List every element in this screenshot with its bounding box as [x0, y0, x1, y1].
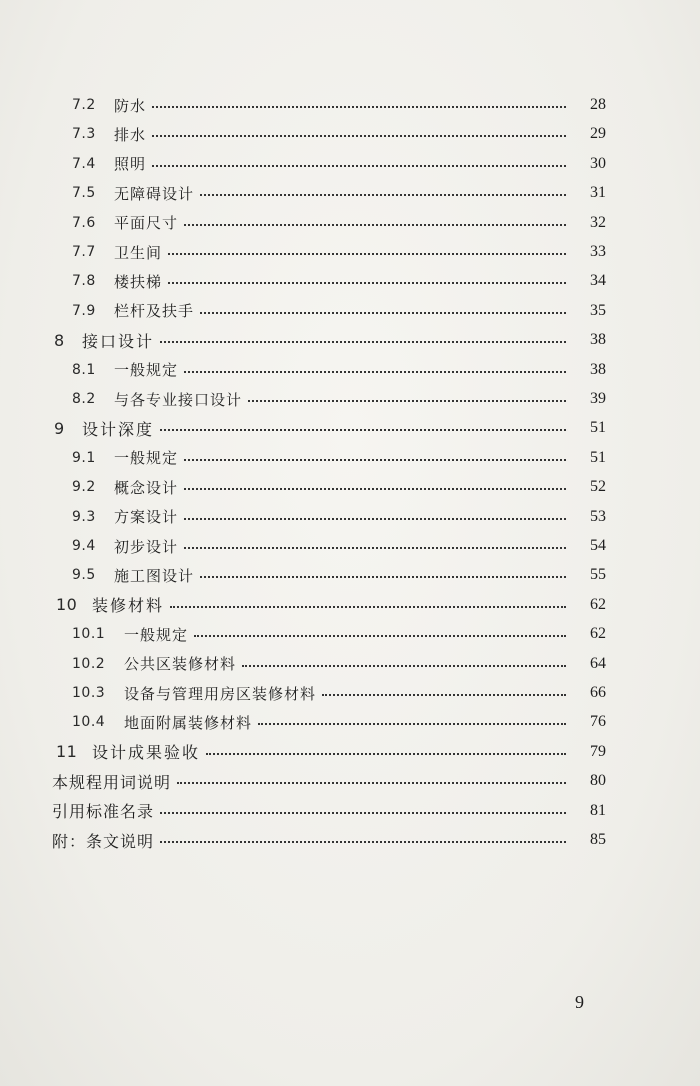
dot-leader [184, 518, 566, 520]
dot-leader [152, 165, 566, 167]
toc-entry[interactable] [0, 151, 700, 177]
toc-title: 一般规定 [114, 361, 179, 380]
toc-page-number: 51 [590, 419, 606, 437]
toc-title: 一般规定 [124, 625, 189, 644]
toc-entry[interactable] [0, 621, 700, 647]
toc-number: 9.4 [72, 538, 96, 554]
toc-page-number: 28 [590, 96, 606, 113]
toc-number: 8.1 [72, 361, 96, 378]
toc-title: 设备与管理用房区装修材料 [124, 684, 317, 703]
toc-entry[interactable] [0, 533, 700, 559]
toc-number: 7.6 [72, 214, 96, 231]
toc-title: 设计成果验收 [92, 743, 201, 763]
toc-page-number: 34 [590, 272, 606, 290]
toc-title: 本规程用词说明 [52, 772, 172, 792]
toc-page-number: 32 [590, 213, 606, 231]
toc-entry[interactable] [0, 180, 700, 206]
toc-number: 8 [54, 330, 65, 350]
toc-number: 10.2 [72, 655, 106, 672]
toc-number: 7.2 [72, 97, 96, 113]
toc-entry[interactable] [0, 210, 700, 236]
toc-number: 10.4 [72, 714, 106, 731]
toc-number: 7.7 [72, 244, 96, 260]
toc-entry[interactable] [0, 798, 700, 824]
toc-page-number: 38 [590, 360, 606, 378]
dot-leader [258, 723, 566, 725]
toc-title: 楼扶梯 [114, 272, 163, 291]
toc-number: 8.2 [72, 391, 96, 407]
toc-page-number: 51 [590, 448, 606, 466]
toc-title: 防水 [114, 96, 147, 115]
dot-leader [200, 194, 566, 196]
dot-leader [160, 429, 566, 431]
toc-page-number: 62 [590, 595, 606, 613]
dot-leader [168, 253, 566, 255]
dot-leader [177, 782, 566, 784]
toc-title: 设计深度 [82, 419, 155, 439]
toc-title: 接口设计 [82, 331, 155, 351]
toc-number: 10 [56, 595, 78, 615]
dot-leader [160, 812, 566, 814]
toc-entry[interactable] [0, 651, 700, 677]
toc-title: 一般规定 [114, 449, 179, 468]
toc-title: 地面附属装修材料 [124, 713, 253, 732]
toc-entry[interactable] [0, 327, 700, 353]
toc-entry[interactable] [0, 298, 700, 324]
dot-leader [194, 635, 566, 637]
dot-leader [184, 488, 566, 490]
toc-entry[interactable] [0, 504, 700, 530]
toc-number: 7.9 [72, 302, 96, 319]
toc-page-number: 66 [590, 684, 606, 701]
toc-page-number: 85 [590, 831, 606, 848]
toc-page-number: 35 [590, 301, 606, 319]
footer-page-number: 9 [575, 992, 584, 1012]
dot-leader [152, 135, 566, 137]
toc-page-number: 81 [590, 801, 606, 819]
toc-entry[interactable] [0, 92, 700, 118]
toc-page-number: 55 [590, 566, 606, 584]
toc-title: 照明 [114, 155, 147, 174]
toc-page-number: 80 [590, 772, 606, 790]
toc-number: 9.3 [72, 508, 96, 525]
dot-leader [160, 341, 566, 343]
toc-number: 10.1 [72, 626, 106, 643]
toc-entry[interactable] [0, 768, 700, 794]
dot-leader [200, 312, 566, 314]
dot-leader [200, 576, 566, 578]
toc-number: 10.3 [72, 685, 106, 701]
toc-page-number: 39 [590, 390, 606, 407]
toc-title: 卫生间 [114, 243, 163, 262]
toc-entry[interactable] [0, 239, 700, 265]
toc-number: 7.3 [72, 126, 96, 143]
toc-entry[interactable] [0, 739, 700, 765]
toc-page-number: 29 [590, 125, 606, 143]
toc-title: 装修材料 [92, 596, 165, 616]
toc-entry[interactable] [0, 445, 700, 471]
toc-entry[interactable] [0, 592, 700, 618]
toc-number: 7.4 [72, 155, 96, 172]
toc-page-number: 30 [590, 154, 606, 172]
dot-leader [184, 459, 566, 461]
dot-leader [242, 665, 566, 667]
toc-entry[interactable] [0, 709, 700, 735]
toc-title: 公共区装修材料 [124, 655, 237, 674]
toc-number: 9.1 [72, 449, 96, 466]
toc-entry[interactable] [0, 474, 700, 500]
toc-title: 概念设计 [114, 478, 179, 497]
toc-entry[interactable] [0, 680, 700, 706]
toc-page-number: 33 [590, 243, 606, 260]
toc-title: 施工图设计 [114, 566, 195, 585]
dot-leader [160, 841, 566, 843]
toc-entry[interactable] [0, 357, 700, 383]
toc-number: 9.2 [72, 479, 96, 496]
toc-title: 平面尺寸 [114, 214, 179, 233]
dot-leader [322, 694, 566, 696]
toc-number: 9 [54, 418, 65, 438]
dot-leader [184, 224, 566, 226]
toc-number: 9.5 [72, 567, 96, 584]
dot-leader [170, 606, 566, 608]
toc-page-number: 62 [590, 625, 606, 643]
toc-title: 排水 [114, 125, 147, 144]
toc-page-number: 76 [590, 713, 606, 731]
toc-title: 附：条文说明 [52, 831, 155, 851]
dot-leader [152, 106, 566, 108]
toc-title: 栏杆及扶手 [114, 302, 195, 321]
toc-page-number: 53 [590, 507, 606, 525]
dot-leader [184, 547, 566, 549]
toc-page-number: 31 [590, 184, 606, 202]
toc-page-number: 54 [590, 537, 606, 554]
toc-title: 与各专业接口设计 [114, 390, 243, 409]
dot-leader [168, 282, 566, 284]
toc-page-number: 52 [590, 478, 606, 496]
toc-entry[interactable] [0, 415, 700, 441]
dot-leader [184, 371, 566, 373]
toc-page-number: 38 [590, 331, 606, 349]
toc-title: 初步设计 [114, 537, 179, 556]
toc-page-number: 64 [590, 654, 606, 672]
toc-entry[interactable] [0, 562, 700, 588]
dot-leader [248, 400, 566, 402]
toc-entry[interactable] [0, 827, 700, 853]
toc-number: 7.5 [72, 185, 96, 202]
toc-title: 引用标准名录 [52, 802, 155, 822]
toc-title: 无障碍设计 [114, 184, 195, 203]
toc-number: 7.8 [72, 273, 96, 290]
toc-entry[interactable] [0, 268, 700, 294]
dot-leader [206, 753, 566, 755]
toc-entry[interactable] [0, 386, 700, 412]
toc-title: 方案设计 [114, 508, 179, 527]
toc-entry[interactable] [0, 121, 700, 147]
toc-page-number: 79 [590, 742, 606, 760]
toc-number: 11 [56, 742, 78, 762]
